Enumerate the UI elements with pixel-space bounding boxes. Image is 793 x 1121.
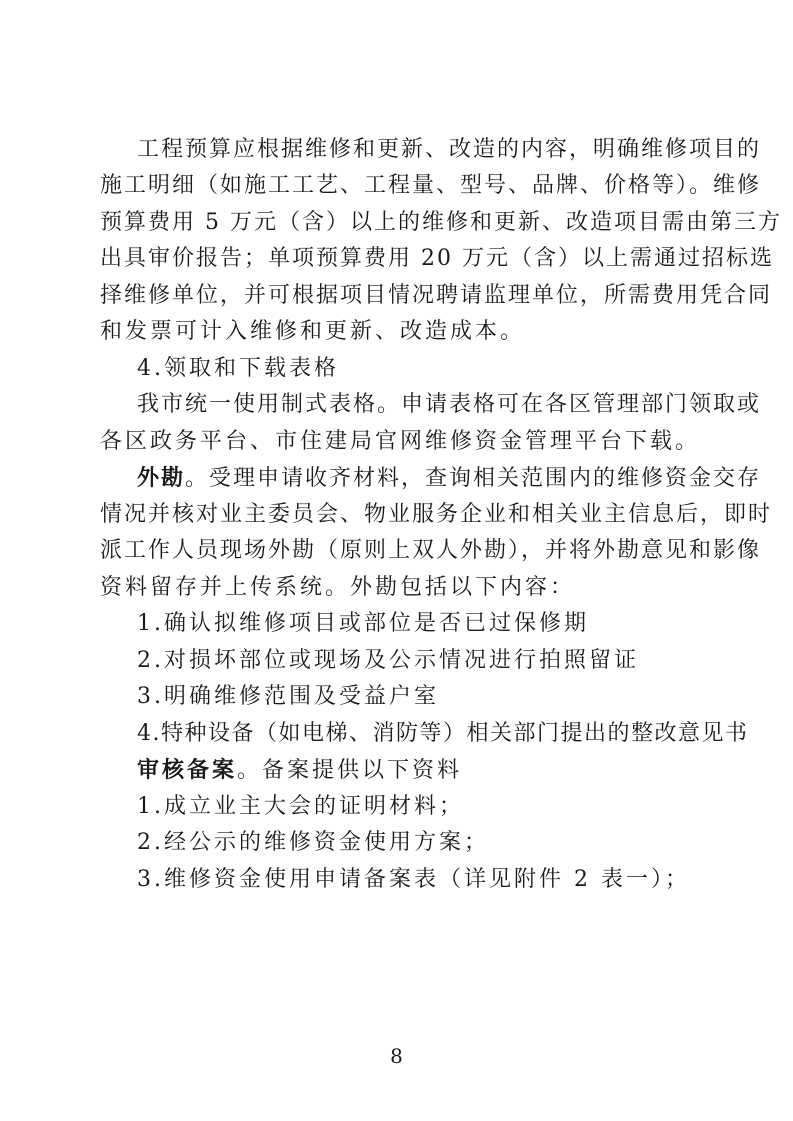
body-line: 各区政务平台、市住建局官网维修资金管理平台下载。	[100, 429, 701, 454]
body-line: 择维修单位，并可根据项目情况聘请监理单位，所需费用凭合同	[100, 283, 773, 308]
body-line: 资料留存并上传系统。外勘包括以下内容：	[100, 575, 576, 600]
body-line	[137, 460, 762, 496]
list-item: 4.特种设备（如电梯、消防等）相关部门提出的整改意见书	[137, 721, 749, 746]
body-line: 出具审价报告；单项预算费用 20 万元（含）以上需通过招标选	[100, 246, 774, 271]
bold-term: 外勘	[137, 465, 186, 491]
list-item: 3.明确维修范围及受益户室	[137, 684, 439, 709]
list-item: 2.对损坏部位或现场及公示情况进行拍照留证	[137, 648, 639, 673]
body-line: 施工明细（如施工工艺、工程量、型号、品牌、价格等）。维修	[100, 173, 762, 198]
body-line: 和发票可计入维修和更新、改造成本。	[100, 319, 526, 344]
list-item: 2.经公示的维修资金使用方案；	[137, 830, 489, 855]
body-line: 情况并核对业主委员会、物业服务企业和相关业主信息后，即时	[100, 502, 773, 527]
body-line: 派工作人员现场外勘（原则上双人外勘），并将外勘意见和影像	[100, 538, 762, 563]
body-line: 我市统一使用制式表格。申请表格可在各区管理部门领取或	[137, 392, 762, 417]
list-item: 1.确认拟维修项目或部位是否已过保修期	[137, 611, 589, 636]
line-text: 。受理申请收齐材料，查询相关范围内的维修资金交存	[185, 466, 762, 491]
list-item: 3.维修资金使用申请备案表（详见附件 2 表一）；	[137, 867, 690, 892]
bold-term: 审核备案	[137, 757, 238, 783]
section-heading: 4.领取和下载表格	[137, 356, 339, 381]
page-number: 8	[390, 1044, 403, 1068]
body-line: 工程预算应根据维修和更新、改造的内容，明确维修项目的	[137, 137, 762, 162]
body-line: 预算费用 5 万元（含）以上的维修和更新、改造项目需由第三方	[100, 210, 782, 235]
body-line	[137, 752, 679, 788]
list-item: 1.成立业主大会的证明材料；	[137, 794, 464, 819]
line-text: 。备案提供以下资料	[237, 758, 463, 783]
